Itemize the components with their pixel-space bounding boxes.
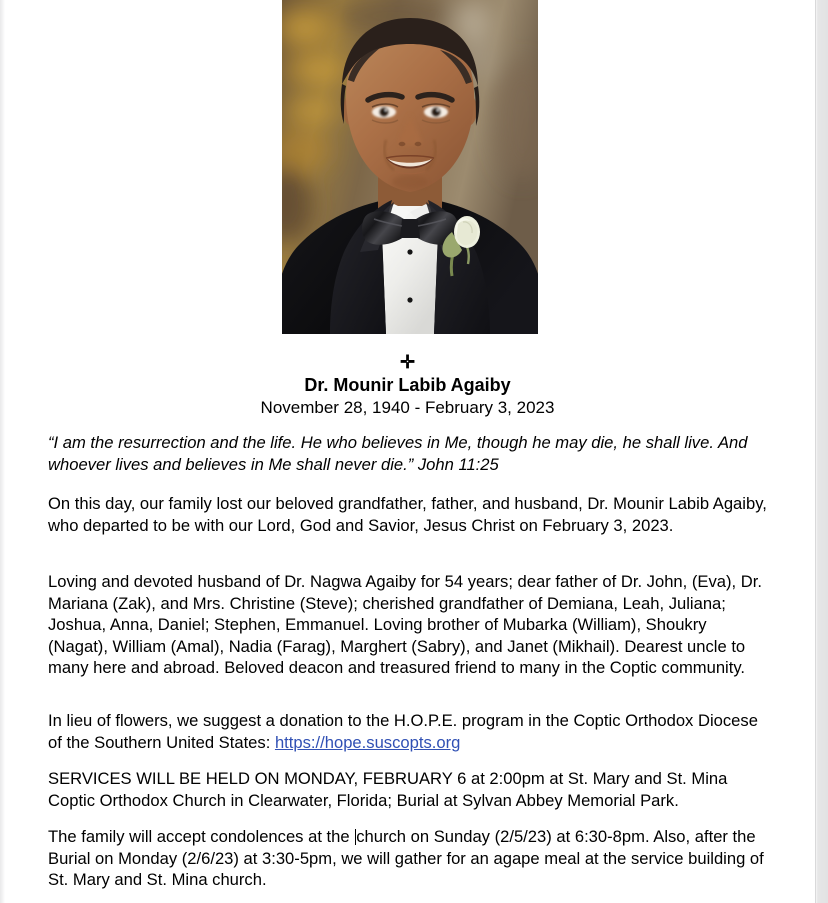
deceased-name: Dr. Mounir Labib Agaiby — [304, 375, 511, 395]
page-right-edge — [815, 0, 828, 903]
paragraph-passing: On this day, our family lost our beloved grandfather, father, and husband, Dr. Mounir Labib Agaiby, who departed to be with our Lord, God and Savior, Jesus Christ on February 3, 2023. — [48, 494, 767, 535]
paragraph-condolences — [48, 826, 771, 891]
donation-text: In lieu of flowers, we suggest a donation to the H.O.P.E. program in the Coptic Orthodox Diocese of the Southern United States: — [48, 711, 758, 752]
paragraph-donation — [48, 710, 771, 753]
condolences-text-before-caret: The family will accept condolences at the — [48, 827, 355, 846]
scripture-quote: “I am the resurrection and the life. He who believes in Me, though he may die, he shall live. And whoever lives and believes in Me shall never die.” John 11:25 — [48, 433, 748, 474]
cross-icon: ✛ — [399, 352, 416, 372]
page-right-hairline — [815, 0, 816, 903]
donation-link[interactable]: https://hope.suscopts.org — [274, 732, 461, 752]
memorial-header — [0, 352, 815, 419]
condolences-text-after-caret: church on Sunday (2/5/23) at 6:30-8pm. Also, after the Burial on Monday (2/6/23) at 3:30-5pm, we will gather for an agape meal at the service building of St. Mary and St. Mina church. — [48, 827, 764, 889]
paragraph-family: Loving and devoted husband of Dr. Nagwa Agaiby for 54 years; dear father of Dr. John, (Eva), Dr. Mariana (Zak), and Mrs. Christine (Steve); cherished grandfather of Demiana, Leah, Juliana; Joshua, Anna, Daniel; Stephen, Emmanuel. Loving brother of Mubarka (William), Shoukry (Nagat), William (Amal), Nadia (Farag), Marghert (Sabry), and Janet (Mikhail). Dearest uncle to many here and abroad. Beloved deacon and treasured friend to many in the Coptic community. — [48, 572, 762, 677]
portrait-photo-image — [282, 0, 538, 334]
life-dates: November 28, 1940 - February 3, 2023 — [260, 398, 555, 417]
paragraph-services: SERVICES WILL BE HELD ON MONDAY, FEBRUARY 6 at 2:00pm at St. Mary and St. Mina Coptic Orthodox Church in Clearwater, Florida; Burial at Sylvan Abbey Memorial Park. — [48, 769, 728, 810]
portrait-photo — [282, 0, 538, 334]
